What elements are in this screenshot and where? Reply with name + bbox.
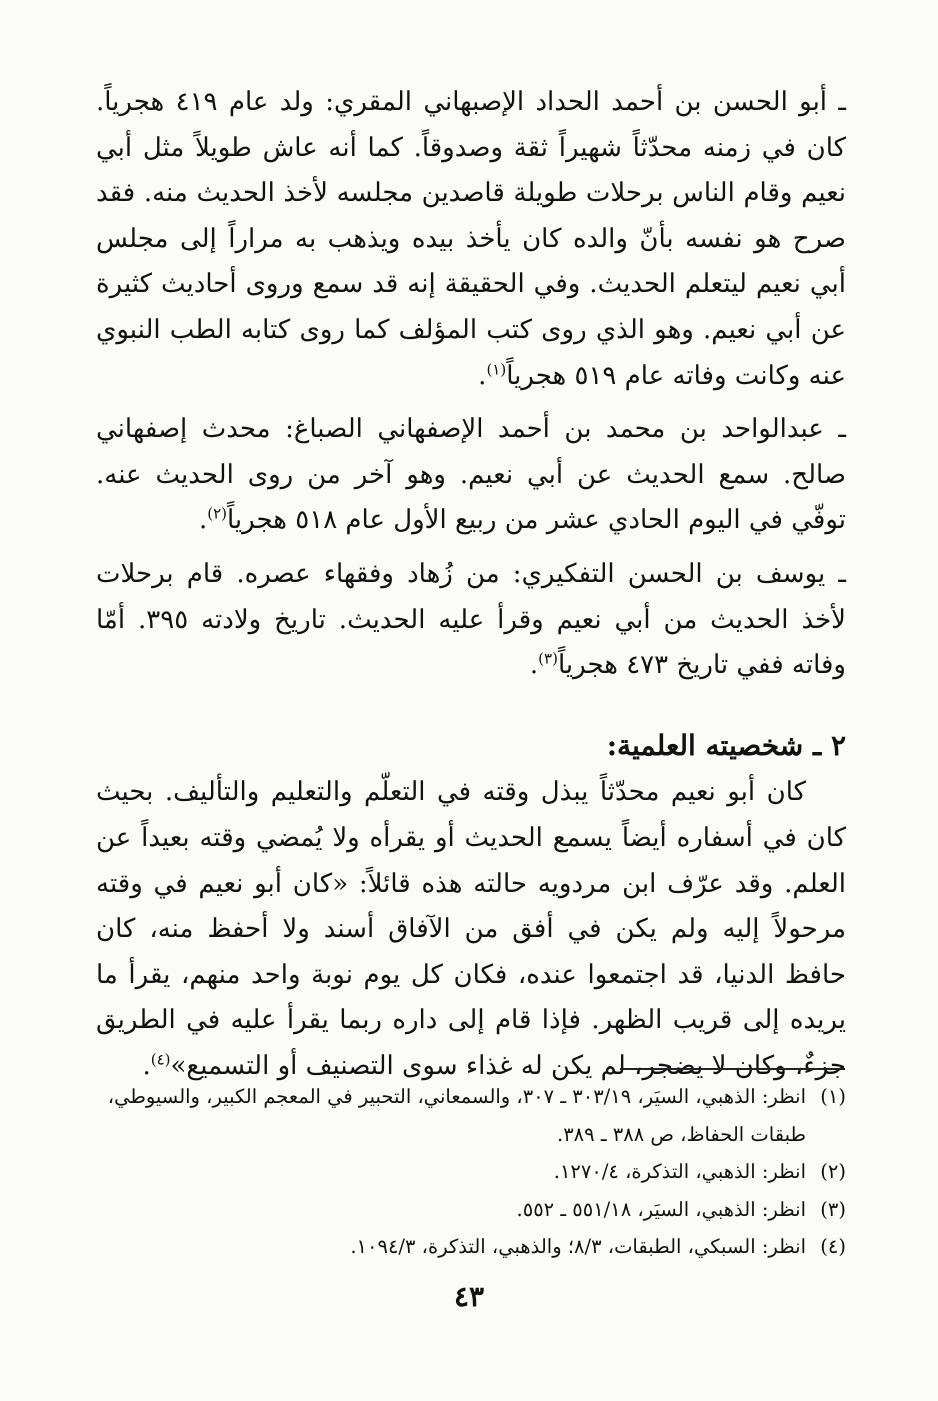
- narrator-entry-1: ـ أبو الحسن بن أحمد الحداد الإصبهاني المقري: ولد عام ٤١٩ هجرياً. كان في زمنه محدّثاً شهيراً ثقة وصدوقاً. كما أنه عاش طويلاً مثل أبي نعيم وقام الناس برحلات طويلة قاصدين مجلسه لأخذ الحديث منه. فقد صرح هو نفسه بأنّ والده كان يأخذ بيده ويذهب به مراراً إلى مجلس أبي نعيم ليتعلم الحديث. وفي الحقيقة إنه قد سمع وروى أحاديث كثيرة عن أبي نعيم. وهو الذي روى كتب المؤلف كما روى كتابه الطب النبوي عنه وكانت وفاته عام ٥١٩ هجرياً$^{(١)}$.: [96, 87, 846, 391]
- main-text: [96, 80, 846, 1089]
- footnote-number: (٣): [820, 1197, 846, 1221]
- footnote-1: [94, 1078, 846, 1153]
- page-number: ٤٣: [453, 1280, 485, 1313]
- footnote-ref: (١): [486, 359, 507, 378]
- footnote-separator: [620, 1068, 845, 1070]
- entry-text: ـ عبدالواحد بن محمد بن أحمد الإصفهاني الصباغ: محدث إصفهاني صالح. سمع الحديث عن أبي نعيم. وهو آخر من روى الحديث عنه. توفّي في اليوم الحادي عشر من ربيع الأول عام ٥١٨ هجرياً: [96, 414, 846, 536]
- footnote-number: (١): [820, 1085, 846, 1108]
- section-paragraph: كان أبو نعيم محدّثاً يبذل وقته في التعلّم والتعليم والتأليف. بحيث كان في أسفاره أيضاً يسمع الحديث أو يقرأه ولا يُمضي وقته بعيداً عن العلم. وقد عرّف ابن مردويه حالته هذه قائلاً: «كان أبو نعيم في وقته مرحولاً إليه ولم يكن في أفق من الآفاق أسند ولا أحفظ منه، كان حافظ الدنيا، قد اجتمعوا عنده، فكان كل يوم نوبة واحد منهم، يقرأ ما يريده إلى قريب الظهر. فإذا قام إلى داره ربما يقرأ عليه في الطريق جزءٌ، وكان لا يضجر، لم يكن له غذاء سوى التصنيف أو التسميع»$^{(٤)}$.: [96, 777, 846, 1081]
- footnote-2: [94, 1153, 846, 1191]
- footnote-ref: (٤): [150, 1050, 171, 1069]
- footnote-3: [94, 1191, 846, 1229]
- entry-text: ـ أبو الحسن بن أحمد الحداد الإصبهاني المقري: ولد عام ٤١٩ هجرياً. كان في زمنه محدّثاً شهيراً ثقة وصدوقاً. كما أنه عاش طويلاً مثل أبي نعيم وقام الناس برحلات طويلة قاصدين مجلسه لأخذ الحديث منه. فقد صرح هو نفسه بأنّ والده كان يأخذ بيده ويذهب به مراراً إلى مجلس أبي نعيم ليتعلم الحديث. وفي الحقيقة إنه قد سمع وروى أحاديث كثيرة عن أبي نعيم. وهو الذي روى كتب المؤلف كما روى كتابه الطب النبوي عنه وكانت وفاته عام ٥١٩ هجرياً: [96, 87, 846, 391]
- footnote-text: انظر: الذهبي، السيَر، ٥٥١/١٨ ـ ٥٥٢.: [516, 1197, 806, 1221]
- footnote-number: (٢): [820, 1160, 846, 1183]
- footnotes: [94, 1078, 846, 1266]
- paragraph-text: كان أبو نعيم محدّثاً يبذل وقته في التعلّم والتعليم والتأليف. بحيث كان في أسفاره أيضاً يسمع الحديث أو يقرأه ولا يُمضي وقته بعيداً عن العلم. وقد عرّف ابن مردويه حالته هذه قائلاً: «كان أبو نعيم في وقته مرحولاً إليه ولم يكن في أفق من الآفاق أسند ولا أحفظ منه، كان حافظ الدنيا، قد اجتمعوا عنده، فكان كل يوم نوبة واحد منهم، يقرأ ما يريده إلى قريب الظهر. فإذا قام إلى داره ربما يقرأ عليه في الطريق جزءٌ، وكان لا يضجر، لم يكن له غذاء سوى التصنيف أو التسميع»: [96, 777, 846, 1081]
- footnote-ref: (٣): [538, 649, 558, 668]
- section-heading: ٢ ـ شخصيته العلمية:: [606, 728, 846, 762]
- footnote-4: [94, 1228, 846, 1266]
- narrator-entry-2: ـ عبدالواحد بن محمد بن أحمد الإصفهاني الصباغ: محدث إصفهاني صالح. سمع الحديث عن أبي نعيم. وهو آخر من روى الحديث عنه. توفّي في اليوم الحادي عشر من ربيع الأول عام ٥١٨ هجرياً$^{(٢)}$.: [96, 414, 846, 536]
- footnote-text: انظر: السبكي، الطبقات، ٨/٣؛ والذهبي، التذكرة، ١٠٩٤/٣.: [350, 1235, 806, 1258]
- footnote-ref: (٢): [207, 504, 227, 523]
- footnote-text: انظر: الذهبي، التذكرة، ١٢٧٠/٤.: [553, 1160, 806, 1183]
- narrator-entry-3: ـ يوسف بن الحسن التفكيري: من زُهاد وفقهاء عصره. قام برحلات لأخذ الحديث من أبي نعيم وقرأ عليه الحديث. تاريخ ولادته ٣٩٥. أمّا وفاته ففي تاريخ ٤٧٣ هجرياً$^{(٣)}$.: [96, 558, 846, 681]
- entry-text: ـ يوسف بن الحسن التفكيري: من زُهاد وفقهاء عصره. قام برحلات لأخذ الحديث من أبي نعيم وقرأ عليه الحديث. تاريخ ولادته ٣٩٥. أمّا وفاته ففي تاريخ ٤٧٣ هجرياً: [96, 558, 846, 681]
- footnote-number: (٤): [820, 1235, 846, 1258]
- footnote-text: انظر: الذهبي، السيَر، ٣٠٣/١٩ ـ ٣٠٧، والسمعاني، التحبير في المعجم الكبير، والسيوطي، طبقات الحفاظ، ص ٣٨٨ ـ ٣٨٩.: [107, 1085, 806, 1146]
